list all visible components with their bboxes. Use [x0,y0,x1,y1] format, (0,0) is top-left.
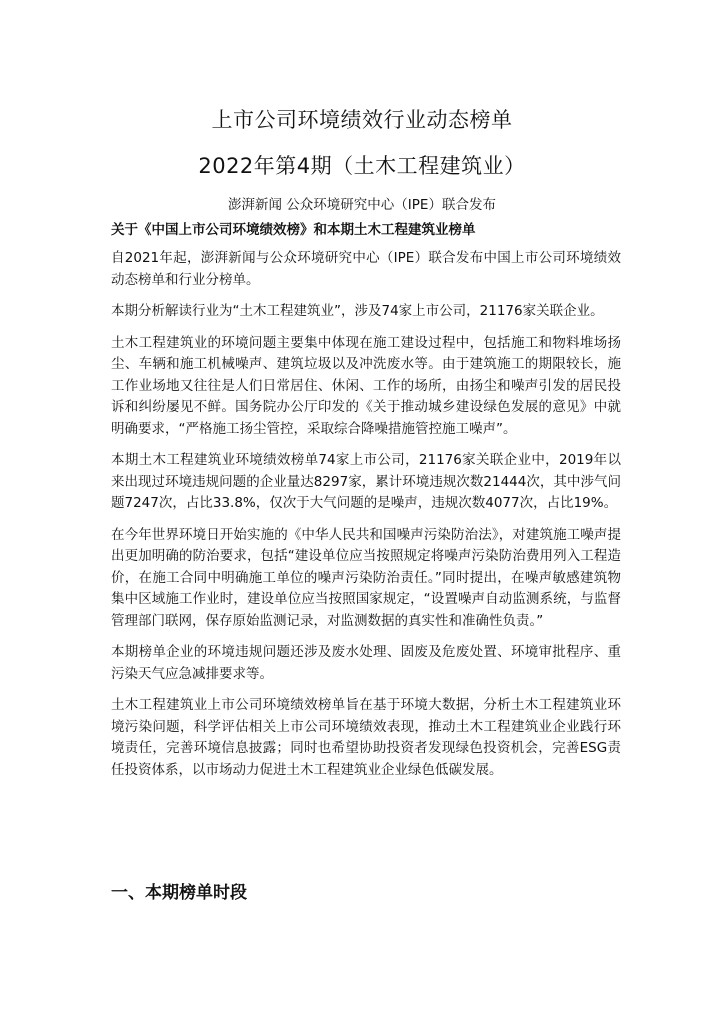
section-heading: 关于《中国上市公司环境绩效榜》和本期土木工程建筑业榜单 [111,222,476,238]
paragraph-noise-law: 在今年世界环境日开始实施的《中华人民共和国噪声污染防治法》，对建筑施工噪声提出更加明确的防治要求，包括“建设单位应当按照规定将噪声污染防治费用列入工程造价，在施工合同中明确施工单位的噪声污染防治责任。”同时提出，在噪声敏感建筑物集中区域施工作业时，建设单位应当按照国家规定，“设置噪声自动监测系统，与监督管理部门联网，保存原始监测记录，对监测数据的真实性和准确性负责。” [111,526,621,629]
document-body [111,220,621,791]
paragraph-intro: 自2021年起，澎湃新闻与公众环境研究中心（IPE）联合发布中国上市公司环境绩效动态榜单和行业分榜单。 [111,250,621,288]
document-issue-title: 2022年第4期（土木工程建筑业） [198,154,526,178]
paragraph-industry-scope: 本期分析解读行业为“土木工程建筑业”，涉及74家上市公司，21176家关联企业。 [111,303,604,319]
paragraph-purpose: 土木工程建筑业上市公司环境绩效榜单旨在基于环境大数据，分析土木工程建筑业环境污染问题，科学评估相关上市公司环境绩效表现，推动土木工程建筑业企业践行环境责任，完善环境信息披露；同时也希望协助投资者发现绿色投资机会，完善ESG责任投资体系，以市场动力促进土木工程建筑业企业绿色低碳发展。 [111,697,621,778]
paragraph-environmental-issues: 土木工程建筑业的环境问题主要集中体现在施工建设过程中，包括施工和物料堆场扬尘、车辆和施工机械噪声、建筑垃圾以及冲洗废水等。由于建筑施工的期限较长，施工作业场地又往往是人们日常居住、休闲、工作的场所，由扬尘和噪声引发的居民投诉和纠纷屡见不鲜。国务院办公厅印发的《关于推动城乡建设绿色发展的意见》中就明确要求，“严格施工扬尘管控，采取综合降噪措施管控施工噪声”。 [111,334,621,437]
chapter-heading: 一、本期榜单时段 [111,883,247,903]
document-title: 上市公司环境绩效行业动态榜单 [211,108,513,132]
paragraph-violation-statistics: 本期土木工程建筑业环境绩效榜单74家上市公司，21176家关联企业中，2019年以来出现过环境违规问题的企业量达8297家，累计环境违规次数21444次，其中涉气问题7247次，占比33.8%，仅次于大气问题的是噪声，违规次数4077次，占比19%。 [111,452,621,511]
document-publishers: 澎湃新闻 公众环境研究中心（IPE）联合发布 [228,197,496,213]
paragraph-other-violations: 本期榜单企业的环境违规问题还涉及废水处理、固废及危废处置、环境审批程序、重污染天气应急减排要求等。 [111,644,621,682]
